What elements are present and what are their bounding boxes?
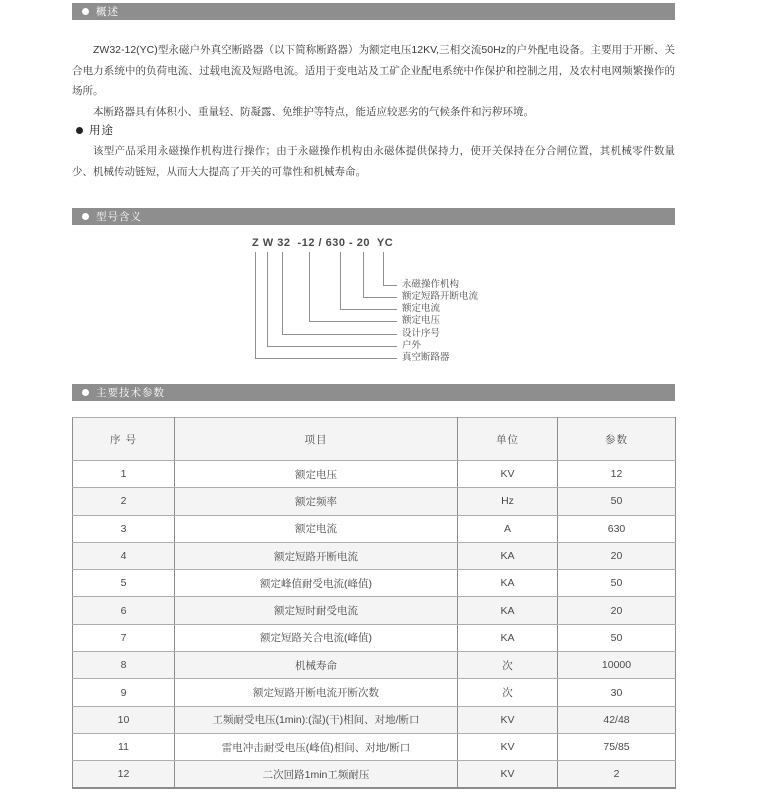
table-row [73, 461, 676, 488]
connector-line [383, 252, 384, 285]
overview-paragraph-2: 本断路器具有体积小、重量轻、防凝露、免维护等特点，能适应较恶劣的气候条件和污秽环境。 [93, 105, 534, 118]
cell-value: 2 [558, 761, 676, 788]
bullet-icon [76, 127, 83, 134]
cell-item: 额定电流 [175, 515, 458, 542]
model-label-rated-voltage: 额定电压 [402, 315, 441, 326]
cell-value: 20 [558, 597, 676, 624]
connector-line [267, 252, 268, 346]
section-title-parameters: 主要技术参数 [96, 387, 165, 399]
connector-line [267, 346, 397, 347]
table-row [73, 761, 676, 788]
cell-no: 9 [73, 679, 175, 706]
col-header-item: 项目 [175, 418, 458, 461]
model-code: Z W 32 -12 / 630 - 20 YC [252, 237, 394, 249]
cell-unit: KV [458, 706, 558, 733]
table-row [73, 488, 676, 515]
section-header-model [72, 208, 675, 225]
cell-unit: KA [458, 570, 558, 597]
cell-unit: KA [458, 597, 558, 624]
bullet-icon [82, 8, 89, 15]
cell-unit: KV [458, 461, 558, 488]
col-header-value: 参数 [558, 418, 676, 461]
cell-value: 630 [558, 515, 676, 542]
cell-no: 11 [73, 733, 175, 760]
cell-unit: KV [458, 761, 558, 788]
connector-line [340, 309, 397, 310]
model-label-design-serial: 设计序号 [402, 328, 441, 339]
usage-text [72, 141, 675, 182]
connector-line [282, 334, 397, 335]
table-row [73, 515, 676, 542]
section-header-overview [72, 3, 675, 20]
cell-no: 3 [73, 515, 175, 542]
cell-item: 额定短路开断电流 [175, 542, 458, 569]
connector-line [363, 297, 397, 298]
table-row [73, 570, 676, 597]
cell-item: 机械寿命 [175, 652, 458, 679]
cell-value: 50 [558, 624, 676, 651]
connector-line [282, 252, 283, 334]
section-header-parameters [72, 384, 675, 401]
cell-unit: KA [458, 624, 558, 651]
col-header-unit: 单位 [458, 418, 558, 461]
cell-value: 30 [558, 679, 676, 706]
table-row [73, 733, 676, 760]
connector-line [383, 285, 397, 286]
model-label-outdoor: 户外 [402, 340, 422, 351]
bullet-icon [82, 389, 89, 396]
cell-unit: 次 [458, 679, 558, 706]
cell-value: 12 [558, 461, 676, 488]
cell-value: 50 [558, 488, 676, 515]
cell-unit: 次 [458, 652, 558, 679]
cell-no: 1 [73, 461, 175, 488]
model-label-breaking-current: 额定短路开断电流 [402, 291, 479, 302]
cell-value: 75/85 [558, 733, 676, 760]
bullet-icon [82, 213, 89, 220]
cell-value: 50 [558, 570, 676, 597]
model-label-operating-mechanism: 永磁操作机构 [402, 279, 460, 290]
cell-no: 10 [73, 706, 175, 733]
cell-no: 8 [73, 652, 175, 679]
table-row [73, 597, 676, 624]
cell-no: 4 [73, 542, 175, 569]
cell-unit: A [458, 515, 558, 542]
connector-line [340, 252, 341, 310]
table-row [73, 679, 676, 706]
cell-value: 10000 [558, 652, 676, 679]
cell-item: 二次回路1min工频耐压 [175, 761, 458, 788]
table-header-row [73, 418, 676, 461]
cell-value: 20 [558, 542, 676, 569]
cell-unit: KV [458, 733, 558, 760]
connector-line [309, 252, 310, 322]
model-label-rated-current: 额定电流 [402, 303, 441, 314]
cell-no: 7 [73, 624, 175, 651]
overview-paragraph-1: ZW32-12(YC)型永磁户外真空断路器（以下简称断路器）为额定电压12KV,三相交流50Hz的户外配电设备。主要用于开断、关合电力系统中的负荷电流、过载电流及短路电流。适用于变电站及工矿企业配电系统中作保护和控制之用，及农村电网频繁操作的场所。 [72, 44, 675, 97]
section-title-overview: 概述 [96, 6, 119, 18]
cell-item: 额定短路关合电流(峰值) [175, 624, 458, 651]
cell-item: 工频耐受电压(1min):(湿)(干)相间、对地/断口 [175, 706, 458, 733]
connector-line [255, 252, 256, 358]
cell-no: 12 [73, 761, 175, 788]
section-title-usage: 用途 [89, 125, 114, 137]
cell-unit: KA [458, 542, 558, 569]
section-title-model: 型号含义 [96, 211, 142, 223]
cell-item: 额定电压 [175, 461, 458, 488]
table-row [73, 542, 676, 569]
cell-unit: Hz [458, 488, 558, 515]
cell-item: 雷电冲击耐受电压(峰值)相间、对地/断口 [175, 733, 458, 760]
table-row [73, 624, 676, 651]
connector-line [309, 321, 397, 322]
cell-item: 额定短路开断电流开断次数 [175, 679, 458, 706]
table-row [73, 706, 676, 733]
usage-paragraph-1: 该型产品采用永磁操作机构进行操作；由于永磁操作机构由永磁体提供保持力，使开关保持在分合闸位置，其机械零件数量少、机械传动链短，从而大大提高了开关的可靠性和机械寿命。 [72, 145, 675, 178]
col-header-no: 序 号 [73, 418, 175, 461]
cell-item: 额定峰值耐受电流(峰值) [175, 570, 458, 597]
table-row [73, 652, 676, 679]
overview-text [72, 40, 675, 122]
cell-no: 2 [73, 488, 175, 515]
cell-no: 6 [73, 597, 175, 624]
cell-no: 5 [73, 570, 175, 597]
cell-item: 额定短时耐受电流 [175, 597, 458, 624]
parameters-table [72, 417, 676, 789]
connector-line [255, 358, 397, 359]
cell-value: 42/48 [558, 706, 676, 733]
connector-line [363, 252, 364, 298]
section-header-usage [76, 122, 114, 138]
model-label-vacuum-breaker: 真空断路器 [402, 352, 450, 363]
cell-item: 额定频率 [175, 488, 458, 515]
